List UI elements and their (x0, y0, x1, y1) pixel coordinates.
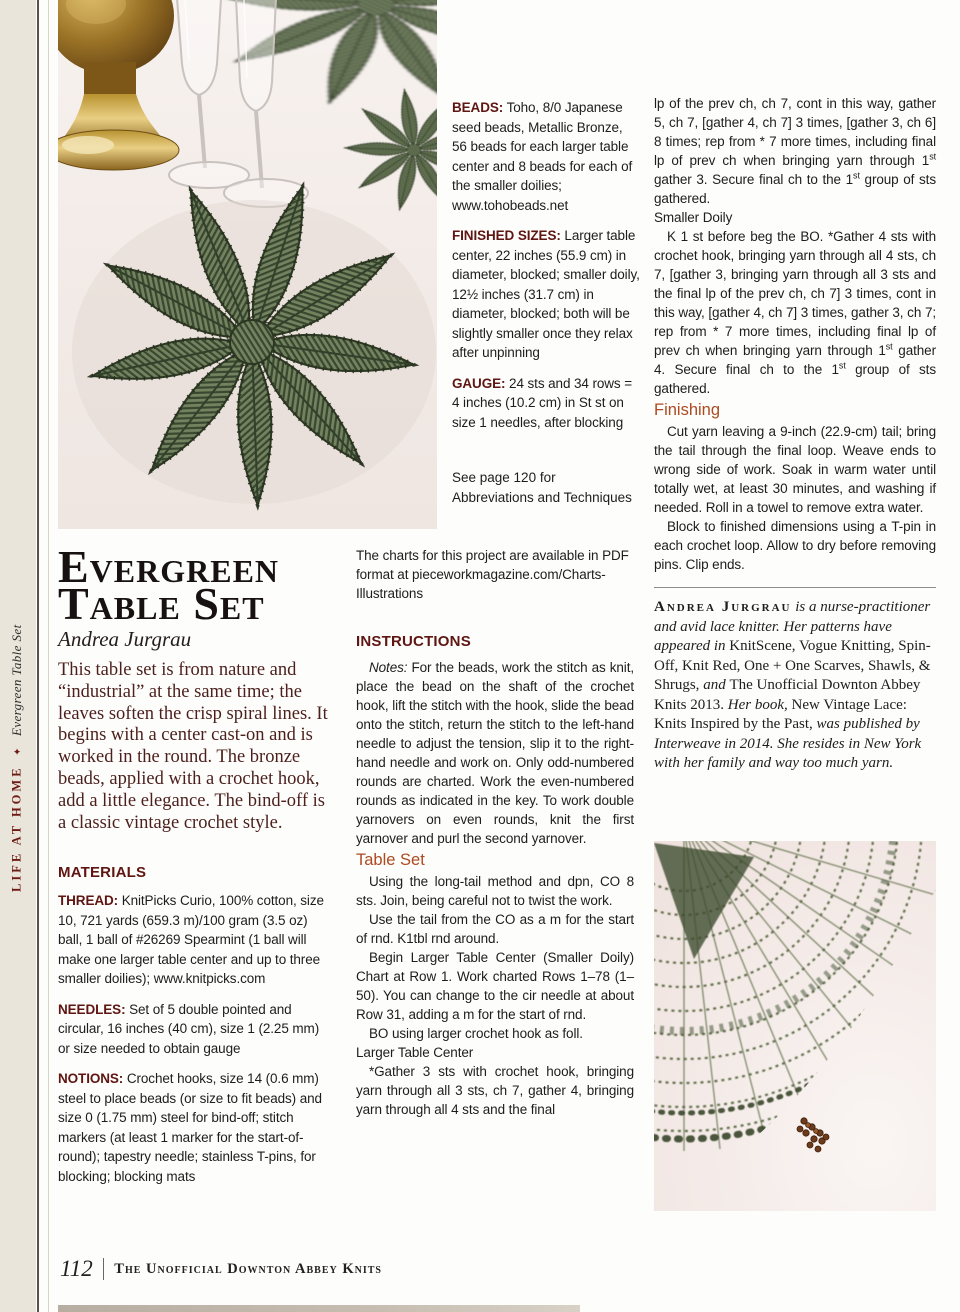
instruction-paragraph: BO using larger crochet hook as foll. (369, 1026, 583, 1041)
continued-text: gather 3. Secure final ch to the 1 (654, 172, 854, 187)
bio-divider-rule (654, 587, 936, 588)
finishing-paragraph: Block to finished dimensions using a T-pin in each crochet loop. Allow to dry before removing pins. Clip ends. (654, 519, 936, 572)
needles-label: NEEDLES: (58, 1001, 126, 1017)
notions-spec (58, 1069, 334, 1186)
ordinal-superscript: st (853, 170, 860, 181)
needles-text: Set of 5 double pointed and circular, 16 inches (40 cm), size 1 (2.25 mm) or size needed to obtain gauge (58, 1001, 320, 1056)
author-byline: Andrea Jurgrau (58, 627, 192, 651)
needles-spec (58, 1000, 334, 1059)
finishing-heading: Finishing (654, 401, 721, 419)
gauge-spec (452, 374, 640, 433)
instruction-paragraph: Begin Larger Table Center (Smaller Doily) Chart at Row 1. Work charted Rows 1–78 (1–50). You can change to the cir needle at about Row 31, adding a m for the start of rnd. (356, 950, 634, 1022)
footer-divider (103, 1258, 105, 1280)
smaller-doily-subhead: Smaller Doily (654, 210, 733, 225)
gauge-label: GAUGE: (452, 375, 506, 391)
title-column (58, 541, 334, 1197)
gauge-text: 24 sts and 34 rows = 4 inches (10.2 cm) in St st on size 1 needles, after blocking (452, 375, 633, 430)
author-bio-name: Andrea Jurgrau (654, 599, 792, 615)
finished-sizes-text: Larger table center, 22 inches (55.9 cm) in diameter, blocked; smaller doily, 12½ inches (31.7 cm) in diameter, blocked; both will be slightly smaller once they relax after unpinning (452, 228, 640, 360)
beads-label: BEADS: (452, 100, 504, 115)
notes-label: Notes: (369, 660, 408, 675)
bio-text: The Unofficial Downton Abbey Knits 2013. (654, 677, 921, 713)
instruction-paragraph: *Gather 3 sts with crochet hook, bringing yarn through all 3 sts, ch 7, gather 4, bringing yarn through all 4 sts and the final (356, 1064, 634, 1117)
bio-text: Her book, (727, 696, 792, 713)
finished-sizes-spec (452, 226, 640, 363)
intro-paragraph: This table set is from nature and “industrial” at the same time; the leaves soften the crisp spiral lines. It begins with a center cast-on and is worked in the round. The bronze beads, applied with a crochet hook, add a little elegance. The bind-off is a classic vintage crochet style. (58, 660, 328, 833)
sidebar-article-label: Evergreen Table Set (9, 624, 24, 737)
page-number: 112 (60, 1256, 93, 1281)
book-title: The Unofficial Downton Abbey Knits (114, 1260, 382, 1277)
smaller-doily-text: group of sts gathered. (654, 362, 936, 396)
table-set-heading: Table Set (356, 851, 425, 869)
author-bio (654, 598, 936, 774)
finished-sizes-label: FINISHED SIZES: (452, 228, 561, 243)
smaller-doily-paragraph (654, 227, 936, 398)
bio-text: New Vintage Lace: Knits Inspired by the Past, (654, 696, 907, 732)
fleuron-icon: ✦ (11, 745, 23, 757)
materials-heading: MATERIALS (58, 864, 147, 882)
table-setting-photo (58, 0, 437, 529)
bio-text: is a nurse-practitioner and avid lace knitter. Her patterns have appeared in (654, 599, 931, 654)
notes-text: For the beads, work the stitch as knit, place the bead on the shaft of the crochet hook, lift the stitch with the hook, slide the bead onto the stitch, return the stitch to the left-hand needle to adjust the tension, slip it to the right-hand needle and work on. Only odd-numbered rounds are charted. Work the even-numbered rounds as indicated in the key. To work double yarnovers on even rounds, knit the first yarnover and purl the second yarnover. (356, 660, 634, 846)
continued-text: group of sts gathered. (654, 172, 936, 206)
bio-text: KnitScene, Vogue Knitting, Spin-Off, Knit Red, One + One Scarves, Shawls, & Shrugs, (654, 638, 931, 693)
ordinal-superscript: st (838, 360, 846, 371)
page-footer (60, 1256, 382, 1282)
title-line-1: Evergreen (58, 541, 280, 592)
sidebar-section-label: LIFE AT HOME (9, 765, 24, 892)
thread-spec (58, 891, 334, 989)
bio-text: was published by Interweave in 2014. She resides in New York with her family and way too much yarn. (654, 716, 922, 771)
instruction-paragraph: Use the tail from the CO as a m for the start of rnd. K1tbl rnd around. (356, 912, 634, 946)
ordinal-superscript: st (929, 151, 936, 162)
gutter-rule-light (48, 0, 49, 1312)
finishing-paragraph: Cut yarn leaving a 9-inch (22.9-cm) tail; bring the tail through the final loop. Weave ends to wrong side of work. Soak in warm water until totally wet, at least 30 minutes, and washing if needed. Roll in a towel to remove extra water. (654, 424, 936, 515)
charts-availability-note: The charts for this project are available in PDF format at pieceworkmagazine.com/Charts-Illustrations (356, 548, 629, 601)
thread-text: KnitPicks Curio, 100% cotton, size 10, 721 yards (659.3 m)/100 gram (3.5 oz) ball, 1 ball of #26269 Spearmint (1 ball will make one larger table center and up to three smaller doilies); www.knitpicks.com (58, 893, 324, 987)
beads-spec (452, 98, 640, 215)
ordinal-superscript: st (885, 341, 893, 352)
title-line-2: Table Set (58, 578, 265, 629)
specs-column (452, 98, 640, 507)
next-page-edge (58, 1305, 580, 1312)
bio-text: and (703, 677, 730, 693)
continued-text: lp of the prev ch, ch 7, cont in this way, gather 5, ch 7, [gather 4, ch 7] 3 times, [gather 3, ch 6] 8 times; rep from * 7 more times, including final lp of prev ch when bringing yarn through 1 (654, 96, 936, 168)
gutter-rule (37, 0, 39, 1312)
continuation-column (654, 94, 936, 774)
instructions-column (356, 546, 634, 1119)
smaller-doily-text: gather 4. Secure final ch to the 1 (654, 343, 936, 377)
notes-paragraph (356, 658, 634, 848)
sidebar-strip (0, 0, 36, 1312)
thread-label: THREAD: (58, 893, 119, 909)
article-title (58, 541, 334, 629)
beads-text: Toho, 8/0 Japanese seed beads, Metallic Bronze, 56 beads for each larger table center and 8 beads for each of the smaller doilies; www.tohobeads.net (452, 100, 633, 213)
sidebar-vertical-text (1, 488, 33, 892)
lace-detail-photo (654, 841, 936, 1211)
larger-table-center-subhead: Larger Table Center (356, 1045, 474, 1060)
lace-detail-graphic (654, 841, 936, 1211)
table-setting-graphic (58, 0, 437, 529)
notions-text: Crochet hooks, size 14 (0.6 mm) steel to place beads (or size to fit beads) and size 0 (1.75 mm) steel for bind-off; stitch markers (at least 1 marker for the start-of-round); tapestry needle; stainless T-pins, for blocking; blocking mats (58, 1071, 322, 1184)
smaller-doily-text: K 1 st before beg the BO. *Gather 4 sts with crochet hook, bringing yarn through all 4 sts, ch 7, [gather 3, bringing yarn through all 3 sts and the final lp of the prev ch, ch 7] 3 times, cont in this way, [gather 4, ch 7] 3 times, gather 3, ch 7; rep from * 7 more times, including final lp of prev ch when bringing yarn through 1 (654, 229, 936, 358)
instruction-paragraph: Using the long-tail method and dpn, CO 8 sts. Join, being careful not to twist the work. (356, 874, 634, 908)
see-page-note: See page 120 for Abbreviations and Techniques (452, 470, 632, 505)
notions-label: NOTIONS: (58, 1071, 124, 1087)
instructions-heading: INSTRUCTIONS (356, 633, 471, 650)
continued-paragraph (654, 94, 936, 208)
